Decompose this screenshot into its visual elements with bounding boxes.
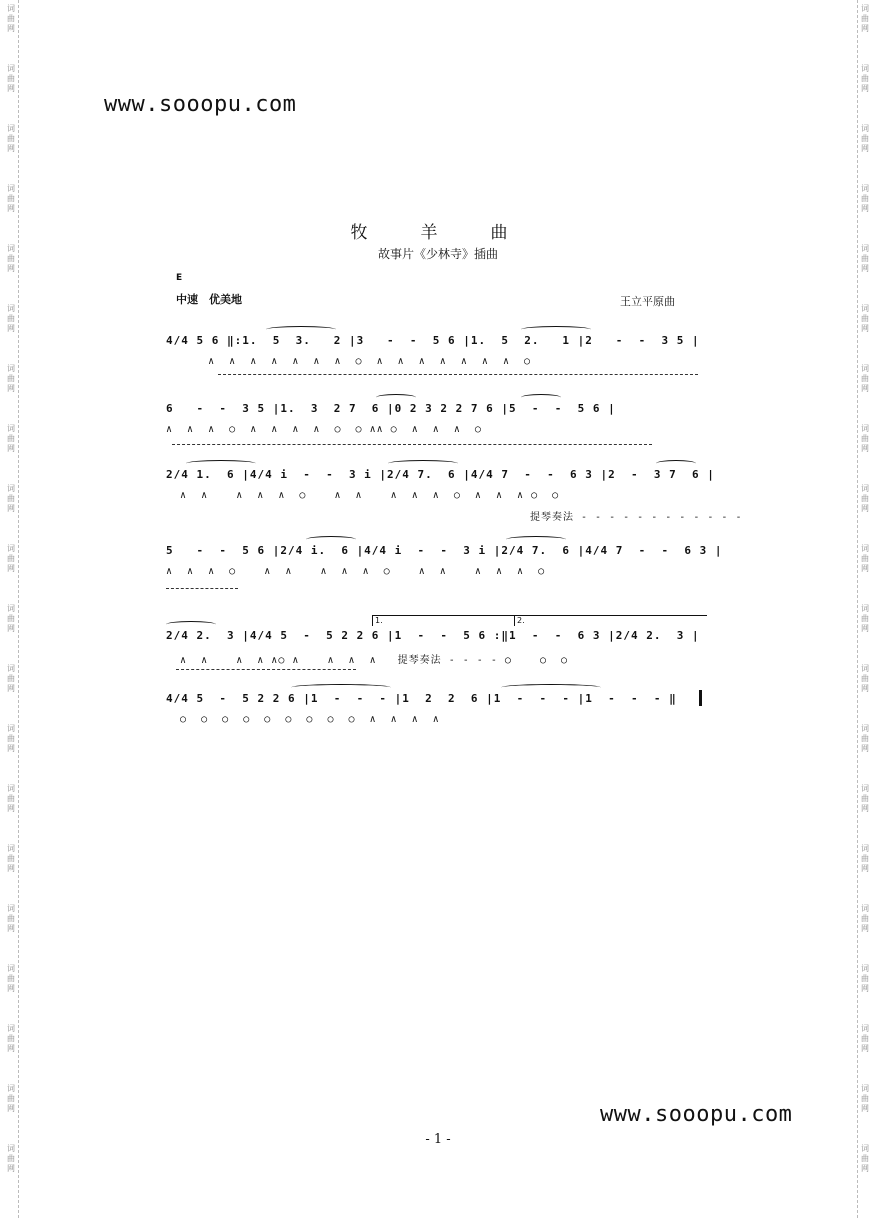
slur: [506, 536, 566, 543]
margin-watermark-text: 词 曲 网: [7, 1024, 15, 1053]
score-line-1: [166, 334, 706, 394]
score-line-5: [166, 616, 706, 679]
slur: [656, 460, 696, 467]
margin-watermark-text: 词 曲 网: [861, 244, 869, 273]
margin-watermark-text: 词 曲 网: [7, 484, 15, 513]
margin-watermark-text: 词 曲 网: [861, 964, 869, 993]
page-number: - 1 -: [425, 1132, 451, 1147]
margin-watermark-text: 词 曲 网: [861, 664, 869, 693]
score-line-6: [166, 692, 706, 742]
margin-watermark-text: 词 曲 网: [7, 664, 15, 693]
dash-extension: - - - - - - - - - - - -: [574, 512, 743, 523]
dash-extension: [218, 374, 698, 375]
margin-watermark-text: 词 曲 网: [7, 304, 15, 333]
bowing-marks-line-2: ∧ ∧ ∧ ○ ∧ ∧ ∧ ∧ ○ ○ ∧∧ ○ ∧ ∧ ∧ ○: [166, 424, 482, 435]
slur: [291, 684, 391, 691]
margin-watermark-text: 词 曲 网: [861, 184, 869, 213]
margin-watermark-text: 词 曲 网: [861, 784, 869, 813]
slur: [501, 684, 601, 691]
score-line-3: [166, 468, 743, 528]
notes-line-6: 4/4 5 - 5 2 2 6 |1 - - - |1 2 2 6 |1 - - - |1 - - - ‖: [166, 692, 677, 705]
dash-extension: [176, 669, 356, 670]
margin-watermark-text: 词 曲 网: [7, 784, 15, 813]
margin-watermark-text: 词 曲 网: [7, 1084, 15, 1113]
margin-watermark-text: 词 曲 网: [7, 964, 15, 993]
composer-credit: 王立平原曲: [620, 295, 675, 308]
margin-watermark-text: 词 曲 网: [861, 1024, 869, 1053]
dash-extension: [166, 588, 238, 589]
slur: [166, 621, 216, 628]
bowing-marks-line-3: ∧ ∧ ∧ ∧ ∧ ○ ∧ ∧ ∧ ∧ ∧ ○ ∧ ∧ ∧ ○ ○: [166, 490, 560, 501]
margin-watermark-text: 词 曲 网: [861, 904, 869, 933]
final-barline: [699, 690, 702, 706]
bowing-marks-line-5: ∧ ∧ ∧ ∧ ∧○ ∧ ∧ ∧ ∧ 提琴奏法 - - - - ○ ○ ○: [166, 655, 569, 666]
margin-watermark-text: 词 曲 网: [861, 124, 869, 153]
tempo-marking: 中速 优美地: [176, 293, 242, 306]
margin-watermark-text: 词 曲 网: [7, 64, 15, 93]
margin-watermark-text: 词 曲 网: [7, 844, 15, 873]
margin-watermark-text: 词 曲 网: [861, 424, 869, 453]
margin-watermark-text: 词 曲 网: [861, 1084, 869, 1113]
margin-watermark-text: 词 曲 网: [861, 544, 869, 573]
dash-extension: [172, 444, 652, 445]
volta-first-ending: 1.: [372, 615, 515, 626]
score-line-4: [166, 544, 723, 604]
score-line-2: [166, 402, 706, 462]
volta-second-ending: 2.: [514, 615, 707, 626]
site-watermark-bottom: www.sooopu.com: [600, 1102, 793, 1127]
bowing-marks-line-6: ○ ○ ○ ○ ○ ○ ○ ○ ○ ∧ ∧ ∧ ∧: [166, 714, 440, 725]
slur: [376, 394, 416, 401]
margin-watermark-text: 词 曲 网: [7, 604, 15, 633]
margin-watermark-text: 词 曲 网: [7, 424, 15, 453]
slur: [521, 326, 591, 333]
notes-line-2: 6 - - 3 5 |1. 3 2 7 6 |0 2 3 2 2 7 6 |5 - - 5 6 |: [166, 402, 616, 415]
score-subtitle: 故事片《少林寺》插曲: [377, 247, 498, 261]
margin-watermark-text: 词 曲 网: [7, 544, 15, 573]
margin-watermark-text: 词 曲 网: [861, 604, 869, 633]
margin-watermark-text: 词 曲 网: [861, 364, 869, 393]
notes-line-1: 4/4 5 6 ‖:1. 5 3. 2 |3 - - 5 6 |1. 5 2. 1 |2 - - 3 5 |: [166, 334, 700, 347]
margin-watermark-text: 词 曲 网: [861, 64, 869, 93]
margin-watermark-text: 词 曲 网: [7, 1144, 15, 1173]
bowing-marks-line-1: ∧ ∧ ∧ ∧ ∧ ∧ ∧ ○ ∧ ∧ ∧ ∧ ∧ ∧ ∧ ○: [166, 356, 532, 367]
slur: [186, 460, 256, 467]
notes-line-3: 2/4 1. 6 |4/4 i - - 3 i |2/4 7. 6 |4/4 7 - - 6 3 |2 - 3 7 6 |: [166, 468, 715, 481]
slur: [521, 394, 561, 401]
margin-watermark-text: 词 曲 网: [861, 4, 869, 33]
site-watermark-top: www.sooopu.com: [104, 92, 297, 117]
slur: [306, 536, 356, 543]
margin-watermark-text: 词 曲 网: [7, 4, 15, 33]
margin-watermark-text: 词 曲 网: [7, 244, 15, 273]
margin-watermark-text: 词 曲 网: [861, 844, 869, 873]
slur: [388, 460, 458, 467]
margin-watermark-text: 词 曲 网: [7, 364, 15, 393]
margin-watermark-text: 词 曲 网: [7, 904, 15, 933]
slur: [266, 326, 336, 333]
margin-watermark-text: 词 曲 网: [7, 124, 15, 153]
margin-watermark-text: 词 曲 网: [861, 1144, 869, 1173]
score-title: 牧 羊 曲: [350, 223, 526, 243]
notes-line-4: 5 - - 5 6 |2/4 i. 6 |4/4 i - - 3 i |2/4 7. 6 |4/4 7 - - 6 3 |: [166, 544, 723, 557]
margin-watermark-text: 词 曲 网: [861, 304, 869, 333]
technique-label: 提琴奏法: [530, 512, 574, 523]
notes-line-5: 2/4 2. 3 |4/4 5 - 5 2 2 6 |1 - - 5 6 :‖1 - - 6 3 |2/4 2. 3 |: [166, 629, 700, 642]
margin-watermark-text: 词 曲 网: [861, 484, 869, 513]
key-signature: E: [176, 273, 183, 283]
margin-watermark-text: 词 曲 网: [861, 724, 869, 753]
bowing-marks-line-4: ∧ ∧ ∧ ○ ∧ ∧ ∧ ∧ ∧ ○ ∧ ∧ ∧ ∧ ∧ ○: [166, 566, 546, 577]
technique-label-line-3: [530, 508, 743, 523]
margin-watermark-text: 词 曲 网: [7, 184, 15, 213]
margin-watermark-text: 词 曲 网: [7, 724, 15, 753]
